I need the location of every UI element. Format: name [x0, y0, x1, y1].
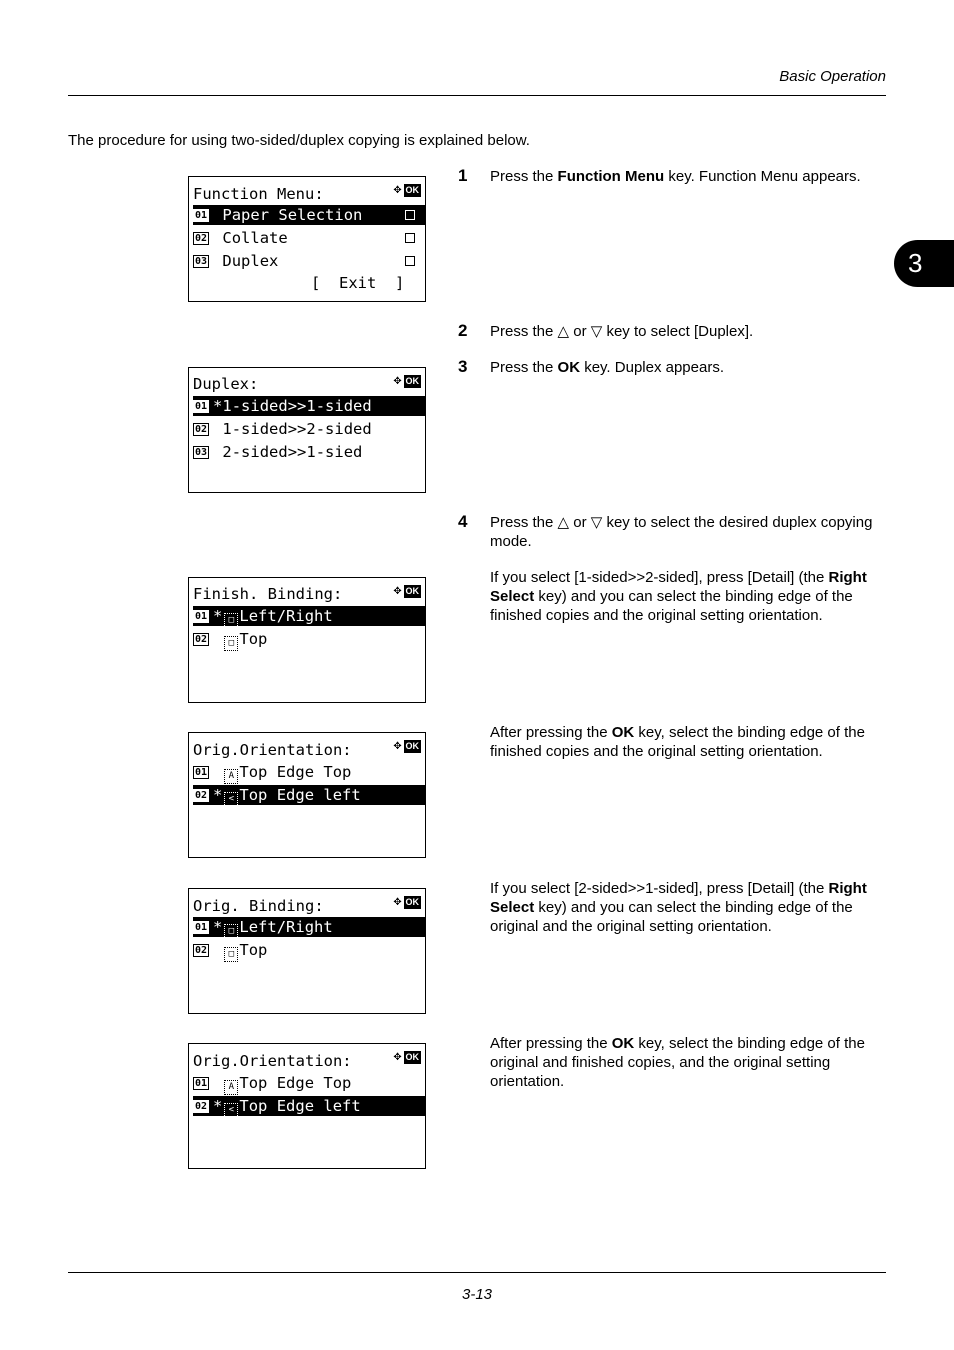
binding-icon: □: [224, 613, 238, 628]
menu-item-1sided-2sided[interactable]: 02 1-sided>>2-sided: [195, 420, 372, 438]
step-1-number: 1: [458, 166, 468, 185]
lcd-duplex: [188, 367, 426, 493]
page-number: 3-13: [461, 1286, 493, 1303]
orientation-icon: <: [224, 1103, 238, 1118]
binding-icon: □: [224, 947, 238, 962]
para-after-ok-1: After pressing the OK key, select the binding edge of the finished copies and the original setting orientation.: [490, 724, 865, 760]
arrows-icon: ✥: [393, 738, 402, 753]
step-4-text: Press the △ or ▽ key to select the desired duplex copying mode.: [490, 514, 873, 550]
checkbox-icon: [405, 233, 415, 243]
nav-indicator: [394, 584, 421, 598]
ok-icon: OK: [405, 375, 419, 386]
para-2sided-1sided: If you select [2-sided>>1-sided], press [Detail] (the Right Select key) and you can select the binding edge of the original and the original setting orientation.: [490, 880, 867, 935]
intro-text: The procedure for using two-sided/duplex copying is explained below.: [68, 132, 530, 149]
arrows-icon: ✥: [393, 373, 402, 388]
menu-item-top[interactable]: 02 □ Top: [193, 629, 425, 649]
menu-item-top-edge-left[interactable]: 02 * < Top Edge left: [193, 785, 425, 805]
para-1sided-2sided: If you select [1-sided>>2-sided], press [Detail] (the Right Select key) and you can select the binding edge of the finished copies and the original setting orientation.: [490, 569, 867, 624]
ok-icon: OK: [405, 585, 419, 596]
step-3-number: 3: [458, 357, 468, 376]
screen-title: Orig.Orientation:: [193, 741, 352, 759]
arrows-icon: ✥: [393, 1049, 402, 1064]
menu-item-1sided-1sided[interactable]: 01 *1-sided>>1-sided: [193, 396, 425, 416]
lcd-function-menu: [188, 176, 426, 302]
ok-icon: OK: [405, 740, 419, 751]
orientation-icon: <: [224, 792, 238, 807]
nav-indicator: [394, 1050, 421, 1064]
footer-rule: [68, 1272, 886, 1273]
menu-item-duplex[interactable]: 03 Duplex: [193, 251, 425, 271]
lcd-orig-binding: [188, 888, 426, 1014]
arrows-icon: ✥: [393, 894, 402, 909]
menu-item-top-edge-left[interactable]: 02 * < Top Edge left: [193, 1096, 425, 1116]
nav-indicator: [394, 739, 421, 753]
exit-softkey[interactable]: [ Exit ]: [311, 274, 405, 292]
screen-title: Function Menu:: [193, 185, 324, 203]
step-4-number: 4: [458, 512, 468, 531]
nav-indicator: [394, 895, 421, 909]
screen-title: Duplex:: [193, 375, 259, 393]
step-2-number: 2: [458, 321, 468, 340]
header-rule: [68, 95, 886, 96]
menu-item-top-edge-top[interactable]: 01 A Top Edge Top: [193, 762, 425, 782]
menu-item-2sided-1sided[interactable]: 03 2-sided>>1-sied: [195, 443, 363, 461]
screen-title: Orig.Orientation:: [193, 1052, 352, 1070]
binding-icon: □: [224, 924, 238, 939]
menu-item-collate[interactable]: 02 Collate: [193, 228, 425, 248]
orientation-icon: A: [224, 769, 238, 784]
menu-item-paper-selection[interactable]: 01 Paper Selection: [193, 205, 425, 225]
lcd-orig-orientation-2: [188, 1043, 426, 1169]
checkbox-icon: [405, 210, 415, 220]
ok-icon: OK: [405, 184, 419, 195]
menu-item-left-right[interactable]: 01 * □ Left/Right: [193, 606, 425, 626]
header-section-title: Basic Operation: [779, 68, 886, 85]
step-3-text: Press the OK key. Duplex appears.: [490, 359, 724, 376]
binding-icon: □: [224, 636, 238, 651]
para-after-ok-2: After pressing the OK key, select the binding edge of the original and finished copies, and the original setting orientation.: [490, 1035, 865, 1090]
ok-icon: OK: [405, 1051, 419, 1062]
chapter-tab: 3: [894, 240, 954, 287]
step-2-text: Press the △ or ▽ key to select [Duplex].: [490, 323, 754, 340]
nav-indicator: [394, 374, 421, 388]
lcd-orig-orientation-1: [188, 732, 426, 858]
menu-item-left-right[interactable]: 01 * □ Left/Right: [193, 917, 425, 937]
arrows-icon: ✥: [393, 182, 402, 197]
menu-item-top[interactable]: 02 □ Top: [193, 940, 425, 960]
orientation-icon: A: [224, 1080, 238, 1095]
step-1-text: Press the Function Menu key. Function Menu appears.: [490, 168, 861, 185]
arrows-icon: ✥: [393, 583, 402, 598]
menu-item-top-edge-top[interactable]: 01 A Top Edge Top: [193, 1073, 425, 1093]
lcd-finish-binding: [188, 577, 426, 703]
checkbox-icon: [405, 256, 415, 266]
screen-title: Finish. Binding:: [193, 585, 343, 603]
screen-title: Orig. Binding:: [193, 897, 324, 915]
ok-icon: OK: [405, 896, 419, 907]
nav-indicator: [394, 183, 421, 197]
